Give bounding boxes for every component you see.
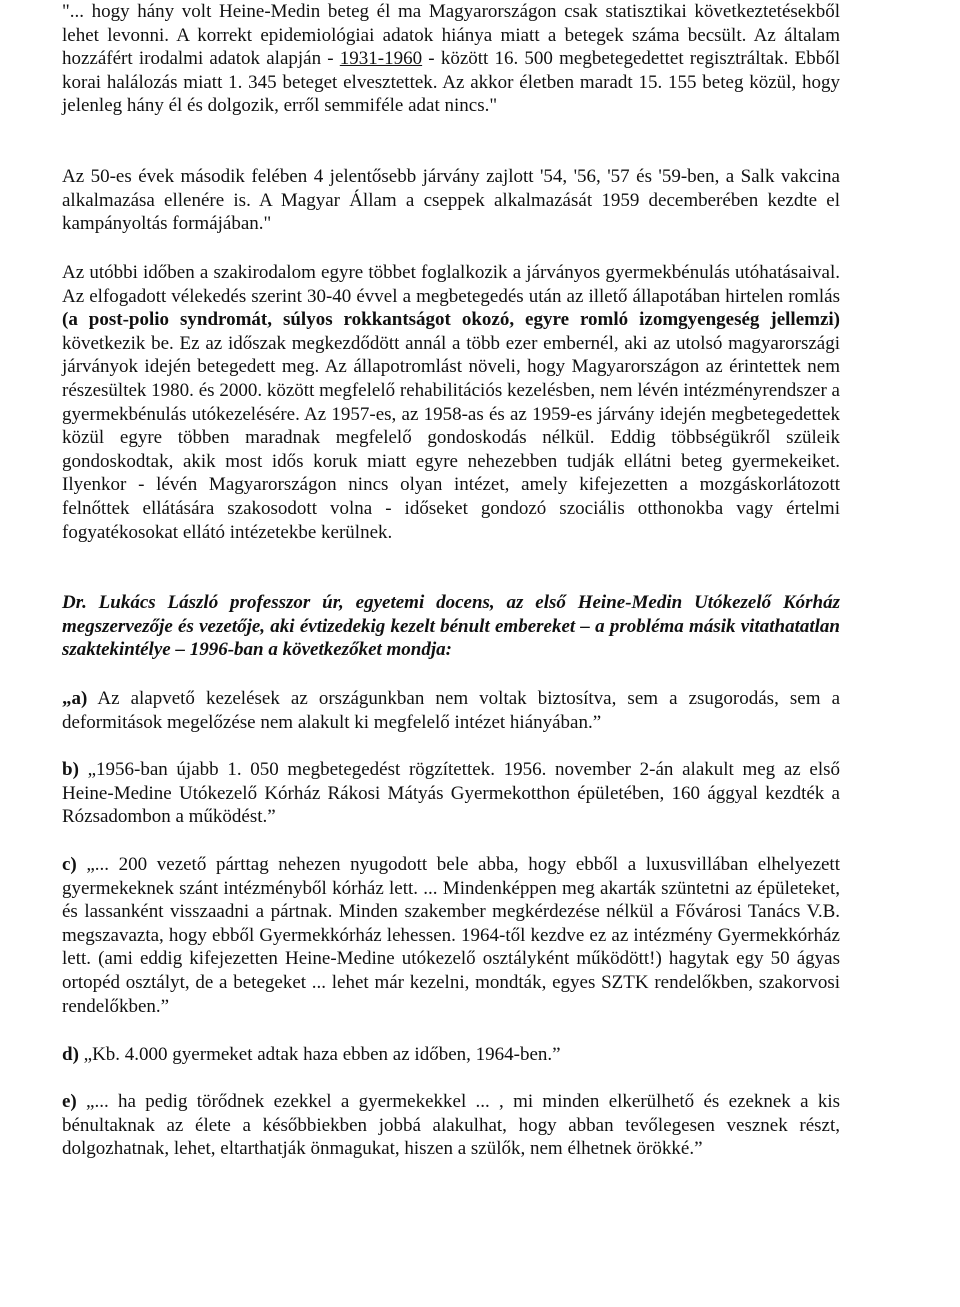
paragraph-intro-quote	[62, 591, 840, 662]
paragraph-statistics-quote	[62, 0, 840, 118]
list-item-b	[62, 758, 840, 829]
item-d-text: „Kb. 4.000 gyermeket adtak haza ebben az időben, 1964-ben.”	[78, 1044, 561, 1065]
item-c-text: „... 200 vezető párttag nehezen nyugodott bele abba, hogy ebből a luxusvillában elhelyezett gyermekeknek szánt intézményből kórház lett. ... Mindenképpen meg akarták szüntetni az épületeket, és lassanként visszaadni a pártnak. Minden szakember megkérdezése nélkül a Fővárosi Tanács V.B. megszavazta, hogy ebből Gyermekkórház lehessen. 1964-től kezdve ez az intézmény Gyermekkórház lett. (ami eddig kifejezetten Heine-Medine utókezelő osztályként működött!) hagytak egy 50 ágyas ortopéd osztályt, de a betegeket ... lehet már kezelni, mondták, egyes SZTK rendelőkben, szakorvosi rendelőkben.”	[62, 854, 840, 1017]
para2-text: Az 50-es évek második felében 4 jelentősebb járvány zajlott '54, '56, '57 és '59-ben, a Salk vakcina alkalmazása ellenére is. A Magyar Állam a cseppek alkalmazását 1959 decemberében kezdte el kampányoltás formájában."	[62, 166, 840, 235]
para3-text-b: következik be. Ez az időszak megkezdődött annál a több ezer embernél, aki az utolsó magyarországi járványok idején betegedett meg. Az állapotromlást növeli, hogy Magyarországon az érintettek nem részesültek 1980. és 2000. között megfelelő rehabilitációs kezelésben, nem lévén intézményrendszer a gyermekbénulás utókezelésére. Az 1957-es, az 1958-as és az 1959-es járvány idején megbetegedettek közül egyre többen maradnak megfelelő gondoskodás nélkül. Eddig többségükről szüleik gondoskodtak, akik most idős koruk miatt egyre nehezebben tudják ellátni beteg gyermekeiket. Ilyenkor - lévén Magyarországon nincs olyan intézet, amely kifejezetten a mozgáskorlátozott felnőttek ellátására szakosodott volna - időseket gondozó szociális otthonokba vagy értelmi fogyatékosokat ellátó intézetekbe kerülnek.	[62, 332, 840, 543]
list-item-d	[62, 1043, 840, 1067]
list-item-c	[62, 853, 840, 1018]
para3-bold: (a post-polio syndromát, súlyos rokkantságot okozó, egyre romló izomgyengeség jellemzi)	[62, 309, 840, 331]
item-e-text: „... ha pedig törődnek ezekkel a gyermekekkel ... , mi minden elkerülhető és ezeknek a kis bénultaknak az élete a későbbiekben jobbá alakulhat, hogy abban tevőlegesen vesznek részt, dolgozhatnak, lehet, eltarthatják önmagukat, hiszen a szülők, nem élhetnek örökké.”	[62, 1091, 840, 1160]
item-a-text: Az alapvető kezelések az országunkban nem voltak biztosítva, sem a zsugorodás, sem a deformitások megelőzése nem alakult ki megfelelő intézet hiányában.”	[62, 688, 840, 733]
item-c-label: c)	[62, 854, 77, 875]
para1-years: 1931-1960	[339, 48, 423, 70]
list-item-a	[62, 687, 840, 734]
para1-text-b: - között 16. 500 megbetegedettet regisztráltak. Ebből korai halálozás miatt 1. 345 beteget elvesztettek. Az akkor életben maradt 15. 155 beteg közül, hogy jelenleg hány él és dolgozik, erről semmiféle adat nincs."	[62, 48, 841, 117]
para3-text-a: Az utóbbi időben a szakirodalom egyre többet foglalkozik a járványos gyermekbénulás utóhatásaival. Az elfogadott vélekedés szerint 30-40 évvel a megbetegedés után az illető állapotában hirtelen romlás	[62, 262, 840, 307]
intro-quote-text: Dr. Lukács László professzor úr, egyetemi docens, az első Heine-Medin Utókezelő Kórház megszervezője és vezetője, aki évtizedekig kezelt bénult embereket – a probléma másik vitathatatlan szaktekintélye – 1996-ban a következőket mondja:	[62, 592, 840, 661]
item-b-label: b)	[62, 759, 79, 780]
paragraph-epidemics	[62, 165, 840, 236]
paragraph-post-polio	[62, 261, 840, 544]
item-a-label: „a)	[62, 688, 88, 709]
item-d-label: d)	[62, 1044, 79, 1065]
item-e-label: e)	[62, 1091, 77, 1112]
para1-text-a: "... hogy hány volt Heine-Medin beteg él ma Magyarországon csak statisztikai következtetésekből lehet levonni. A korrekt epidemiológiai adatok hiánya miatt a betegek száma becsült. Az általam hozzáfért irodalmi adatok alapján -	[62, 1, 840, 70]
item-b-text: „1956-ban újabb 1. 050 megbetegedést rögzítettek. 1956. november 2-án alakult meg az első Heine-Medine Utókezelő Kórház Rákosi Mátyás Gyermekotthon épületében, 160 ággyal kezdték a Rózsadombon a működést.”	[62, 759, 840, 828]
list-item-e	[62, 1090, 840, 1161]
